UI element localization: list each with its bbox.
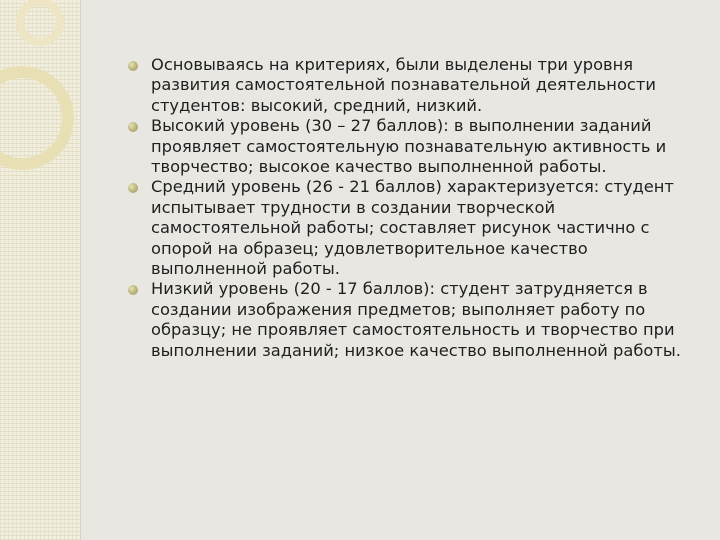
bullet-dot-icon xyxy=(128,285,138,295)
decorative-small-circle xyxy=(20,2,60,42)
decorative-large-circle xyxy=(0,72,68,164)
bullet-dot-icon xyxy=(128,61,138,71)
decorative-circles xyxy=(0,0,80,540)
bullet-list xyxy=(128,55,698,361)
bullet-text: Средний уровень (26 - 21 баллов) характеризуется: студент испытывает трудности в создании творческой самостоятельной работы; составляет рисунок частично с опорой на образец; удовлетворительное качество выполненной работы. xyxy=(151,177,674,279)
list-item xyxy=(128,177,698,279)
decorative-side-panel xyxy=(0,0,80,540)
bullet-dot-icon xyxy=(128,122,138,132)
list-item xyxy=(128,279,698,361)
bullet-text: Низкий уровень (20 - 17 баллов): студент затрудняется в создании изображения предметов; выполняет работу по образцу; не проявляет самостоятельность и творчество при выполнении заданий; низкое качество выполненной работы. xyxy=(151,279,681,360)
list-item xyxy=(128,55,698,116)
bullet-text: Высокий уровень (30 – 27 баллов): в выполнении заданий проявляет самостоятельную познавательную активность и творчество; высокое качество выполненной работы. xyxy=(151,116,667,177)
bullet-text: Основываясь на критериях, были выделены три уровня развития самостоятельной познавательной деятельности студентов: высокий, средний, низкий. xyxy=(151,55,656,115)
list-item xyxy=(128,116,698,177)
panel-divider xyxy=(80,0,81,540)
bullet-dot-icon xyxy=(128,183,138,193)
